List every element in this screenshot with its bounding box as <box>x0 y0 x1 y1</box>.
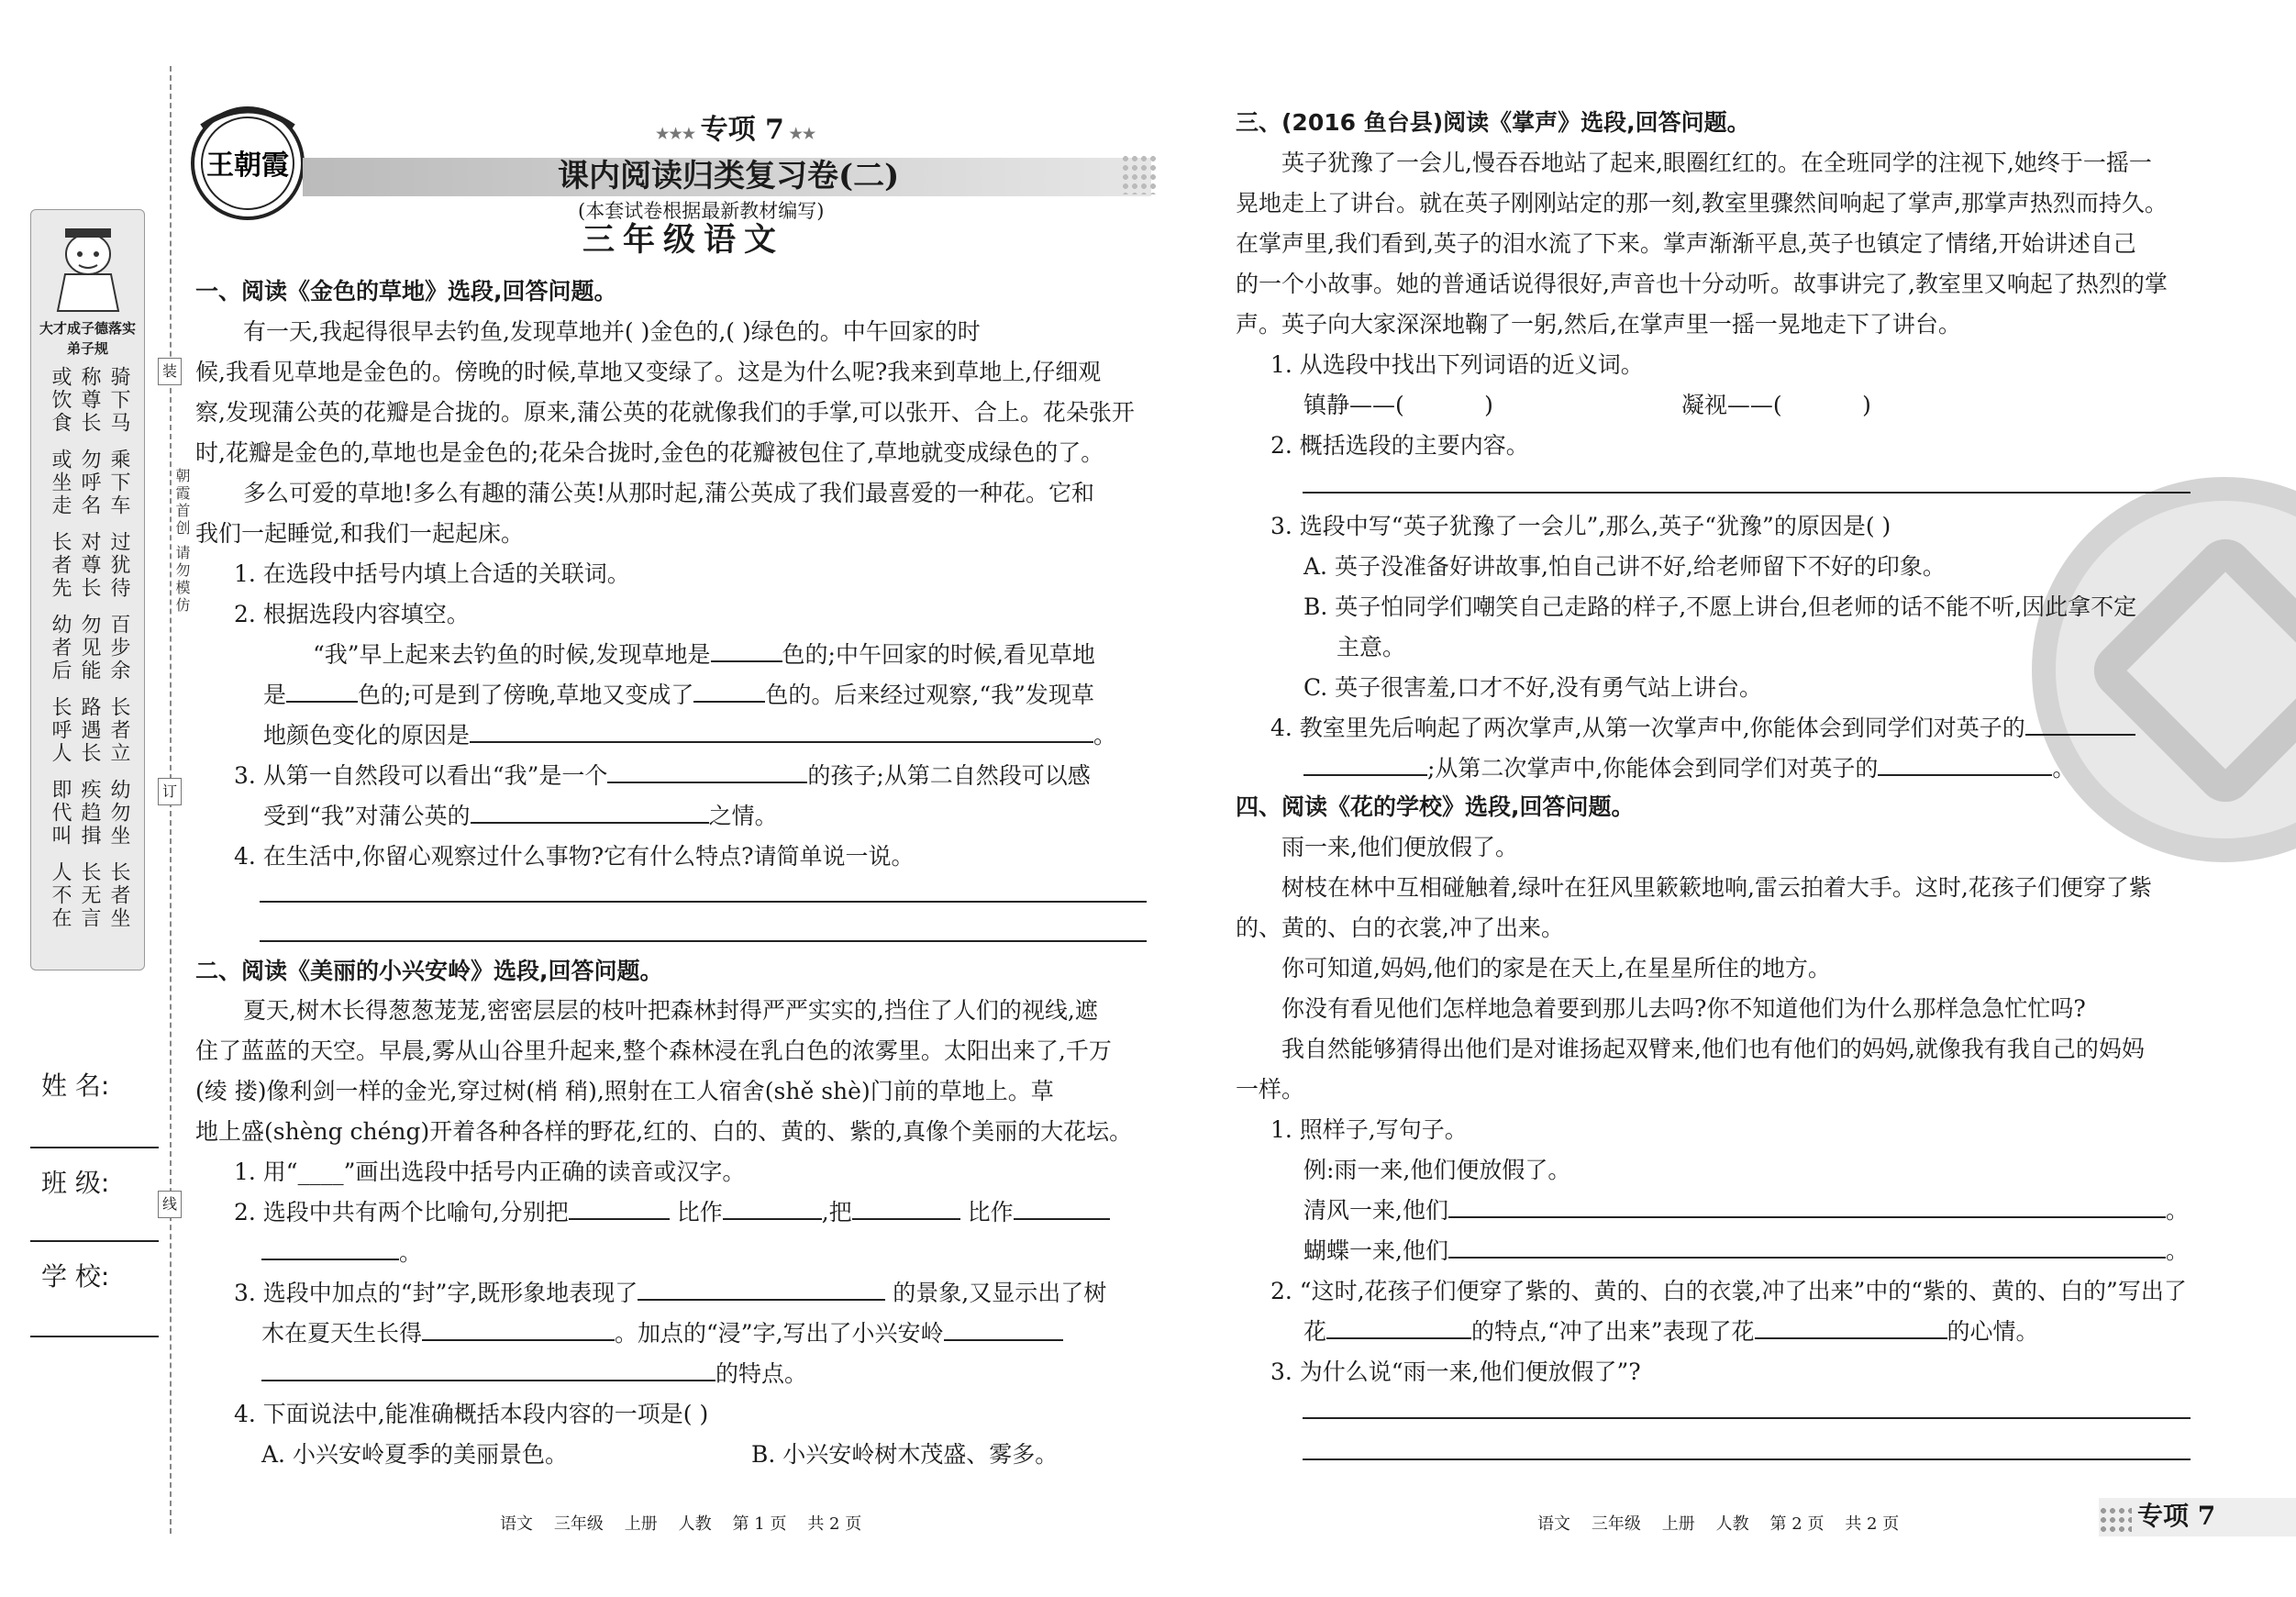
verse: 长无言 <box>78 861 101 930</box>
passage-line: 晃地走上了讲台。就在英子刚刚站定的那一刻,教室里骤然间响起了掌声,那掌声热烈而持久。 <box>1236 190 2168 216</box>
sidebar-panel <box>30 209 145 970</box>
copyright-warning: 朝霞首创 请勿模仿 <box>173 468 191 616</box>
section-1-title: 一、阅读《金色的草地》选段,回答问题。 <box>195 278 617 305</box>
logo-text: 王朝霞 <box>206 150 289 182</box>
answer-blank[interactable] <box>2025 708 2135 736</box>
brand-logo <box>183 99 312 227</box>
class-field[interactable] <box>30 1240 159 1242</box>
answer-blank[interactable] <box>711 635 782 662</box>
binding-mark-2: 订 <box>158 778 182 805</box>
answer-blank[interactable] <box>261 1233 399 1260</box>
passage-line: 英子犹豫了一会儿,慢吞吞地站了起来,眼圈红红的。在全班同学的注视下,她终于一摇一 <box>1281 150 2152 176</box>
name-field[interactable] <box>30 1147 159 1148</box>
section-1-passage <box>195 312 1159 554</box>
section-2-questions <box>234 1152 1160 1475</box>
verse: 即代叫 <box>49 779 72 848</box>
answer-line[interactable] <box>1303 1458 2191 1460</box>
question-3-line-a: 3. 选段中加点的“封”字,既形象地表现了 的景象,又显示出了树 <box>234 1273 1160 1314</box>
answer-blank[interactable] <box>1755 1312 1947 1339</box>
option-b[interactable]: B. 英子怕同学们嘲笑自己走路的样子,不愿上讲台,但老师的话不能不听,因此拿不定 <box>1303 593 2137 620</box>
verse: 骑下马 <box>107 366 130 435</box>
passage-line: 夏天,树木长得葱葱茏茏,密密层层的枝叶把森林封得严严实实的,挡住了人们的视线,遮 <box>243 997 1098 1024</box>
verse: 疾趋揖 <box>78 779 101 848</box>
question-3-line-a: 3. 从第一自然段可以看出“我”是一个 的孩子;从第二自然段可以感 <box>234 756 1160 796</box>
option-b[interactable]: B. 小兴安岭树木茂盛、雾多。 <box>750 1441 1059 1468</box>
sidebar-banner: 大才成子德落实弟子规 <box>39 320 136 357</box>
question-1: 1. 照样子,写句子。 <box>1270 1116 1468 1143</box>
answer-blank[interactable] <box>1014 1192 1110 1220</box>
passage-line: 你可知道,妈妈,他们的家是在天上,在星星所住的地方。 <box>1281 955 1831 981</box>
section-1-questions <box>234 554 1160 877</box>
answer-blank[interactable] <box>286 675 358 703</box>
answer-blank[interactable] <box>422 1314 615 1341</box>
example-sentence: 例:雨一来,他们便放假了。 <box>1303 1157 1571 1183</box>
section-4-passage <box>1236 827 2199 1110</box>
grade-title: 三年级语文 <box>582 222 785 259</box>
verse: 幼勿坐 <box>107 779 130 848</box>
series-tab-label: 专项 7 <box>2137 1501 2216 1531</box>
verse: 路遇长 <box>78 696 101 765</box>
option-c[interactable]: C. 英子很害羞,口才不好,没有勇气站上讲台。 <box>1303 674 1763 701</box>
question-2-line-b: 。 <box>234 1233 1160 1273</box>
answer-blank[interactable] <box>944 1314 1063 1341</box>
section-3-questions <box>1270 345 2197 789</box>
verse: 长者坐 <box>107 861 130 930</box>
page-title: 课内阅读归类复习卷(二) <box>558 158 900 194</box>
passage-line: 我自然能够猜得出他们是对谁扬起双臂来,他们也有他们的妈妈,就像我有我自己的妈妈 <box>1281 1036 2145 1062</box>
star-icon: ★★ <box>783 125 816 142</box>
verse: 勿见能 <box>78 614 101 682</box>
answer-blank[interactable] <box>261 1354 715 1381</box>
answer-line[interactable] <box>260 940 1147 942</box>
passage-line: (绫 搂)像利剑一样的金光,穿过树(梢 稍),照射在工人宿舍(shě shè)门前的草地上。草 <box>195 1078 1054 1104</box>
sentence-1: 清风一来,他们 。 <box>1270 1191 2197 1231</box>
passage-line: 地上盛(shèng chéng)开着各种各样的野花,红的、白的、黄的、紫的,真像个美丽的大花坛。 <box>195 1118 1133 1145</box>
sentence-2: 蝴蝶一来,他们 。 <box>1270 1231 2197 1271</box>
question-4: 4. 下面说法中,能准确概括本段内容的一项是( ) <box>234 1401 709 1427</box>
verse: 勿呼名 <box>78 449 101 517</box>
verse: 人不在 <box>49 861 72 930</box>
verse: 或饮食 <box>49 366 72 435</box>
page-footer-right: 语文 三年级 上册 人教 第 2 页 共 2 页 <box>1537 1514 1900 1534</box>
passage-line: 多么可爱的草地!多么有趣的蒲公英!从那时起,蒲公英成了我们最喜爱的一种花。它和 <box>243 480 1095 506</box>
question-2-line-b: 是 色的;可是到了傍晚,草地又变成了 色的。后来经过观察,“我”发现草 <box>234 675 1160 715</box>
answer-spacer <box>1270 466 2197 506</box>
question-3-line-b: 受到“我”对蒲公英的 之情。 <box>234 796 1160 837</box>
answer-blank[interactable] <box>693 675 765 703</box>
passage-line: 的一个小故事。她的普通话说得很好,声音也十分动听。故事讲完了,教室里又响起了热烈的掌 <box>1236 271 2168 297</box>
section-3-title: 三、(2016 鱼台县)阅读《掌声》选段,回答问题。 <box>1236 109 1750 136</box>
passage-line: 在掌声里,我们看到,英子的泪水流了下来。掌声渐渐平息,英子也镇定了情绪,开始讲述自己 <box>1236 230 2136 257</box>
passage-line: 时,花瓣是金色的,草地也是金色的;花朵合拢时,金色的花瓣被包住了,草地就变成绿色的了。 <box>195 439 1104 466</box>
binding-mark-1: 装 <box>158 358 182 385</box>
binding-mark-3: 线 <box>158 1191 182 1218</box>
passage-line: 一样。 <box>1236 1076 1305 1103</box>
option-a[interactable]: A. 英子没准备好讲故事,怕自己讲不好,给老师留下不好的印象。 <box>1303 553 1946 580</box>
sidebar-verses <box>37 366 139 953</box>
passage-line: 有一天,我起得很早去钓鱼,发现草地并( )金色的,( )绿色的。中午回家的时 <box>243 318 981 345</box>
verse: 幼者后 <box>49 614 72 682</box>
school-field[interactable] <box>30 1336 159 1337</box>
page-footer-left: 语文 三年级 上册 人教 第 1 页 共 2 页 <box>500 1514 862 1534</box>
answer-blank[interactable] <box>569 1192 670 1220</box>
question-2-line-c: 地颜色变化的原因是 。 <box>234 715 1160 756</box>
question-3-line-c: 的特点。 <box>234 1354 1160 1394</box>
question-1: 1. 用“____”画出选段中括号内正确的读音或汉字。 <box>234 1159 746 1185</box>
answer-blank[interactable] <box>1326 1312 1471 1339</box>
passage-line: 雨一来,他们便放假了。 <box>1281 834 1518 860</box>
question-3-line-b: 木在夏天生长得 。加点的“浸”字,写出了小兴安岭 <box>234 1314 1160 1354</box>
answer-blank[interactable] <box>607 756 807 783</box>
passage-line: 声。英子向大家深深地鞠了一躬,然后,在掌声里一摇一晃地走下了讲台。 <box>1236 311 1961 338</box>
question-2-line-a: “我”早上起来去钓鱼的时候,发现草地是 色的;中午回家的时候,看见草地 <box>234 635 1160 675</box>
series-label: ★★★ 专项 7 ★★ <box>656 114 816 146</box>
scholar-figure-icon <box>38 216 139 316</box>
answer-blank[interactable] <box>723 1192 822 1220</box>
class-label: 班 级: <box>41 1168 110 1198</box>
passage-line: 住了蓝蓝的天空。早晨,雾从山谷里升起来,整个森林浸在乳白色的浓雾里。太阳出来了,千万 <box>195 1037 1112 1064</box>
verse: 过犹待 <box>107 531 130 600</box>
school-label: 学 校: <box>41 1261 110 1292</box>
question-1: 1. 从选段中找出下列词语的近义词。 <box>1270 351 1644 378</box>
answer-blank[interactable] <box>471 796 709 824</box>
section-2-title: 二、阅读《美丽的小兴安岭》选段,回答问题。 <box>195 958 663 984</box>
question-4-options <box>234 1435 1160 1475</box>
question-4: 4. 在生活中,你留心观察过什么事物?它有什么特点?请简单说一说。 <box>234 843 915 870</box>
verse: 长者先 <box>49 531 72 600</box>
question-4-line-a: 4. 教室里先后响起了两次掌声,从第一次掌声中,你能体会到同学们对英子的 <box>1270 708 2197 749</box>
passage-line: 树枝在林中互相碰触着,绿叶在狂风里簌簌地响,雷云拍着大手。这时,花孩子们便穿了紫 <box>1281 874 2152 901</box>
question-2-line-a: 2. 选段中共有两个比喻句,分别把 比作 ,把 比作 <box>234 1192 1160 1233</box>
tab-dots <box>2099 1506 2132 1534</box>
question-3: 3. 为什么说“雨一来,他们便放假了”? <box>1270 1359 1641 1385</box>
section-3-passage <box>1236 143 2199 345</box>
answer-blank[interactable] <box>1448 1191 2166 1218</box>
answer-blank[interactable] <box>638 1273 885 1301</box>
verse: 或坐走 <box>49 449 72 517</box>
passage-line: 你没有看见他们怎样地急着要到那儿去吗?你不知道他们为什么那样急急忙忙吗? <box>1281 995 2086 1022</box>
question-2: 2. 概括选段的主要内容。 <box>1270 432 1529 459</box>
question-1-words: 镇静——( ) 凝视——( ) <box>1303 392 1871 418</box>
answer-blank[interactable] <box>470 715 1093 743</box>
question-2-line-a: 2. “这时,花孩子们便穿了紫的、黄的、白的衣裳,冲了出来”中的“紫的、黄的、白的”写出了 <box>1270 1278 2187 1304</box>
section-4-title: 四、阅读《花的学校》选段,回答问题。 <box>1236 793 1635 820</box>
section-2-passage <box>195 991 1159 1152</box>
verse: 长呼人 <box>49 696 72 765</box>
answer-blank[interactable] <box>852 1192 960 1220</box>
answer-blank[interactable] <box>1303 749 1427 776</box>
verse: 百步余 <box>107 614 130 682</box>
passage-line: 的、黄的、白的衣裳,冲了出来。 <box>1236 915 1564 941</box>
answer-line[interactable] <box>1303 492 2191 494</box>
option-a[interactable]: A. 小兴安岭夏季的美丽景色。 <box>261 1441 568 1468</box>
question-4-line-b: ;从第二次掌声中,你能体会到同学们对英子的 。 <box>1270 749 2197 789</box>
star-icon: ★★★ <box>656 125 701 142</box>
answer-line[interactable] <box>260 901 1147 903</box>
answer-blank[interactable] <box>1448 1231 2166 1259</box>
option-b-cont: 主意。 <box>1337 634 1406 660</box>
edition-note: (本套试卷根据最新教材编写) <box>578 200 825 222</box>
name-label: 姓 名: <box>41 1070 110 1101</box>
verse: 乘下车 <box>107 449 130 517</box>
passage-line: 候,我看见草地是金色的。傍晚的时候,草地又变绿了。这是为什么呢?我来到草地上,仔细观 <box>195 359 1102 385</box>
question-3: 3. 选段中写“英子犹豫了一会儿”,那么,英子“犹豫”的原因是( ) <box>1270 513 1891 539</box>
answer-blank[interactable] <box>1878 749 2052 776</box>
question-2: 2. 根据选段内容填空。 <box>234 601 470 627</box>
passage-line: 我们一起睡觉,和我们一起起床。 <box>195 520 524 547</box>
verse: 长者立 <box>107 696 130 765</box>
verse: 称尊长 <box>78 366 101 435</box>
section-4-questions <box>1270 1110 2197 1392</box>
question-2-line-b: 花 的特点,“冲了出来”表现了花 的心情。 <box>1270 1312 2197 1352</box>
header-ribbon-dots <box>1121 154 1158 194</box>
answer-line[interactable] <box>1303 1417 2191 1419</box>
question-1: 1. 在选段中括号内填上合适的关联词。 <box>234 560 630 587</box>
passage-line: 察,发现蒲公英的花瓣是合拢的。原来,蒲公英的花就像我们的手掌,可以张开、合上。花朵张开 <box>195 399 1135 426</box>
verse: 对尊长 <box>78 531 101 600</box>
